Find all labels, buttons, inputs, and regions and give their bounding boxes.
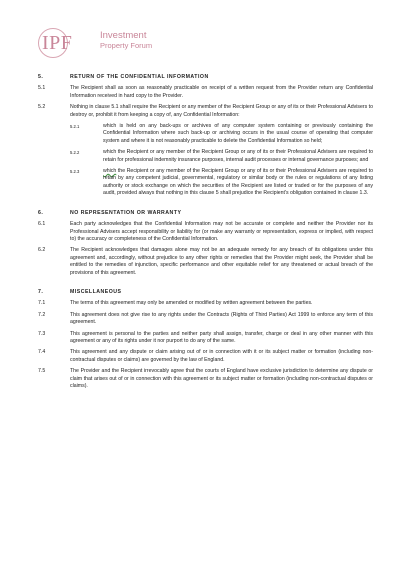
- clause-number: 7.5: [38, 368, 46, 375]
- logo-line-1: Investment: [100, 30, 147, 41]
- clause-number: 7.1: [38, 300, 46, 307]
- subclause-text: which is held on any back-ups or archives of any computer system containing or previously containing the Confidential Information where such back-up or archiving occurs in the usual course of operating that computer system and where it is not reasonably practicable to delete the Confidential Information so held;: [103, 123, 373, 144]
- subclause: [70, 123, 373, 145]
- section-number: 6.: [38, 209, 44, 216]
- clause-number: 5.2: [38, 104, 46, 111]
- clause: [38, 312, 373, 327]
- section-title: RETURN OF THE CONFIDENTIAL INFORMATION: [70, 74, 209, 80]
- clause: [38, 300, 373, 307]
- clause-text: Nothing in clause 5.1 shall require the Recipient or any member of the Recipient Group or any of its or their Professional Advisers to destroy or, prohibit it from keeping a copy of, any Confidential Information:: [70, 104, 373, 118]
- document-body: [38, 74, 373, 390]
- clause-text: This agreement is personal to the parties and neither party shall assign, transfer, charge or deal in any other manner with this agreement or any of its rights under it nor purport to do any of the same.: [70, 330, 373, 344]
- clause: [38, 349, 373, 364]
- clause: [38, 104, 373, 119]
- clause-text: The Recipient shall as soon as reasonably practicable on receipt of a written request from the Provider return any Confidential Information received in hard copy to the Provider.: [70, 85, 373, 99]
- clause: [38, 368, 373, 390]
- clause: [38, 247, 373, 277]
- clause-number: 7.3: [38, 330, 46, 337]
- clause-text: The terms of this agreement may only be amended or modified by written agreement between the parties.: [70, 300, 313, 307]
- subclause: [70, 149, 373, 164]
- ipf-logo: [38, 28, 152, 58]
- logo-mark-text: IPF: [42, 32, 73, 54]
- subclause: [70, 168, 373, 198]
- clause-text: The Provider and the Recipient irrevocably agree that the courts of England have exclusive jurisdiction to determine any dispute or claim that arises out of or in connection with this agreement or its subject matter or formation (including non-contractual disputes or claims).: [70, 368, 373, 389]
- section-heading: [38, 210, 373, 217]
- clause-number: 6.2: [38, 247, 46, 254]
- section-heading: [38, 289, 373, 296]
- section-heading: [38, 74, 373, 81]
- subclause-number: 5.2.1: [70, 124, 80, 130]
- subclause-number: 5.2.2: [70, 150, 80, 156]
- clause-text: This agreement and any dispute or claim arising out of or in connection with it or its subject matter or formation (including non-contractual disputes or claims) are governed by the law of England.: [70, 349, 373, 363]
- section-title: MISCELLANEOUS: [70, 288, 122, 295]
- spellcheck-marked-word: which: [103, 168, 117, 175]
- clause: [38, 85, 373, 100]
- subclause-text: [103, 168, 373, 198]
- clause-number: 6.1: [38, 221, 46, 228]
- ipf-logo-mark: [38, 28, 78, 58]
- section-title: NO REPRESENTATION OR WARRANTY: [70, 209, 182, 216]
- logo-wordmark: [100, 31, 152, 51]
- clause-number: 7.4: [38, 349, 46, 356]
- clause-text: The Recipient acknowledges that damages alone may not be an adequate remedy for any breach of its obligations under this agreement and, accordingly, without prejudice to any other rights or remedies that the Provider might seek, the Provider shall be entitled to the remedies of injunction, specific performance and other equitable relief for any threatened or actual breach of the provisions of this agreement.: [70, 247, 373, 276]
- clause-text: This agreement does not give rise to any rights under the Contracts (Rights of Third Parties) Act 1999 to enforce any term of this agreement.: [70, 311, 373, 326]
- subclause-number: 5.2.3: [70, 169, 80, 175]
- clause-number: 5.1: [38, 85, 46, 92]
- subclause-text-rest: the Recipient or any member of the Recipient Group or any of its or their Professional Advisers are required to retain by any competent judicial, governmental, regulatory or similar body or the rules or regulations of any listing authority or stock exchange on which the securities of the Recipient are listed or traded or for the purposes of any audit, provided always that nothing in this clause 5 shall prejudice the Recipient's obligation contained in clause 1.3.: [103, 168, 373, 197]
- logo-line-2: Property Forum: [100, 41, 153, 50]
- section-number: 7.: [38, 288, 44, 295]
- subclause-text: which the Recipient or any member of the Recipient Group or any of its or their Professional Advisers are required to retain for professional indemnity insurance purposes, internal audit processes or internal governance purposes; and: [103, 149, 373, 163]
- clause-number: 7.2: [38, 311, 46, 318]
- section-number: 5.: [38, 74, 44, 80]
- clause-text: Each party acknowledges that the Confidential Information may not be accurate or complete and neither the Provider nor its Professional Advisers accept responsibility or liability for (or make any warranty or representation, express or implied, with respect to) the accuracy or completeness of the Confidential Information.: [70, 221, 373, 242]
- clause: [38, 221, 373, 243]
- clause: [38, 331, 373, 346]
